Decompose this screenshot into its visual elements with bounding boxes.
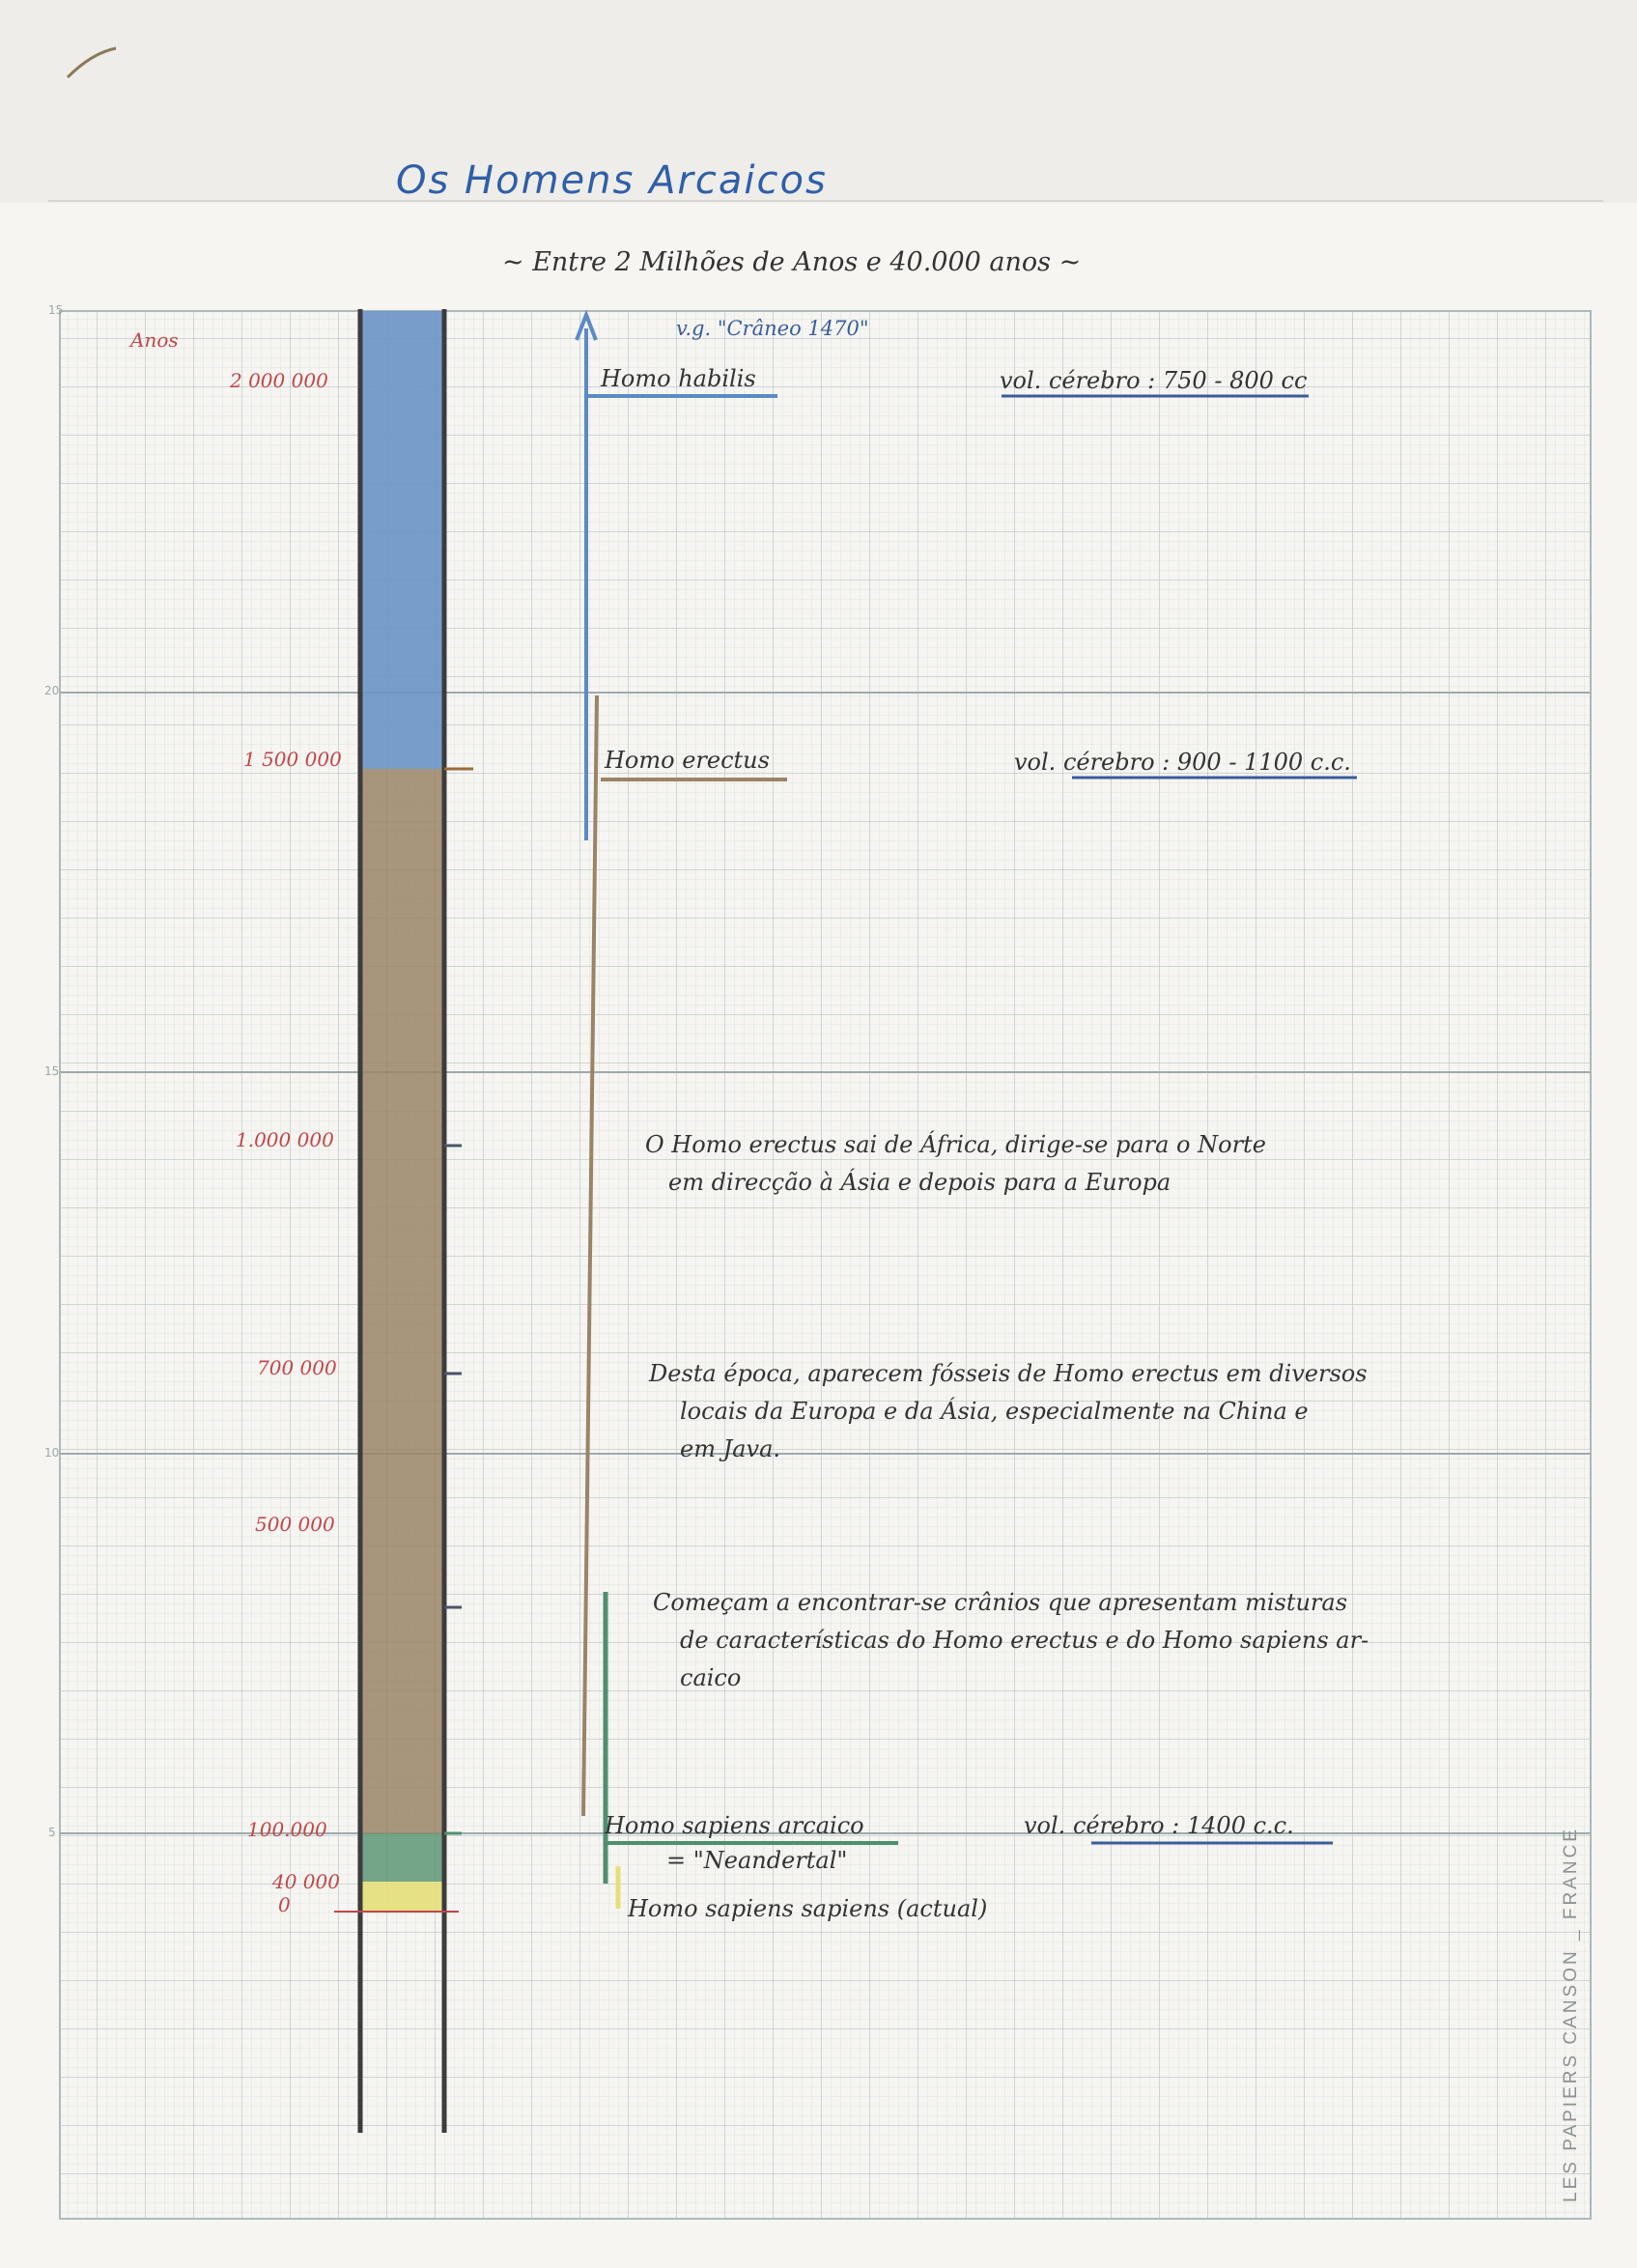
period-homo-erectus [360,769,444,1833]
habilis-name: Homo habilis [601,365,756,392]
tick-500000: 500 000 [255,1513,335,1536]
tick-40000: 40 000 [272,1870,340,1893]
modern-sapiens-name: Homo sapiens sapiens (actual) [628,1895,988,1922]
period-archaic-sapiens [360,1833,444,1882]
grid [60,311,1591,2219]
paper-brand: LES PAPIERS CANSON _ FRANCE [1561,1827,1581,2202]
note-migration: O Homo erectus sai de África, dirige-se para o Norte em direcção à Ásia e depois para a Europa [645,1131,1266,1196]
tick-1000000: 1.000 000 [236,1128,334,1151]
habilis-example: v.g. "Crâneo 1470" [676,317,869,340]
page-title: Os Homens Arcaicos [396,158,828,203]
archaic-sapiens-name: Homo sapiens arcaico [605,1812,864,1839]
archaic-sapiens-alias: = "Neandertal" [666,1847,848,1874]
tick-1500000: 1 500 000 [243,748,342,771]
erectus-name: Homo erectus [605,747,770,774]
margin-number: 10 [44,1446,60,1460]
margin-number: 15 [48,303,64,317]
tick-2000000: 2 000 000 [230,369,328,392]
archaic-brain-volume: vol. cérebro : 1400 c.c. [1024,1812,1294,1839]
period-homo-habilis [360,311,444,769]
axis-label: Anos [130,328,179,352]
note-skulls: Começam a encontrar-se crânios que apresentam misturas de características do Homo erectus e do Homo sapiens ar- caico [653,1589,1369,1691]
margin-number: 20 [44,684,60,697]
margin-number: 15 [44,1064,60,1078]
tick-700000: 700 000 [257,1356,337,1379]
margin-number: 5 [48,1826,56,1839]
erectus-brain-volume: vol. cérebro : 900 - 1100 c.c. [1014,749,1351,776]
period-modern-sapiens [360,1882,444,1911]
note-fossils: Desta época, aparecem fósseis de Homo erectus em diversos locais da Europa e da Ásia, especialmente na China e em Java. [649,1360,1368,1462]
habilis-brain-volume: vol. cérebro : 750 - 800 cc [1000,367,1308,394]
tick-100000: 100.000 [247,1818,327,1841]
page-subtitle: ~ Entre 2 Milhões de Anos e 40.000 anos ~ [502,247,1082,277]
tick-0: 0 [278,1893,291,1916]
